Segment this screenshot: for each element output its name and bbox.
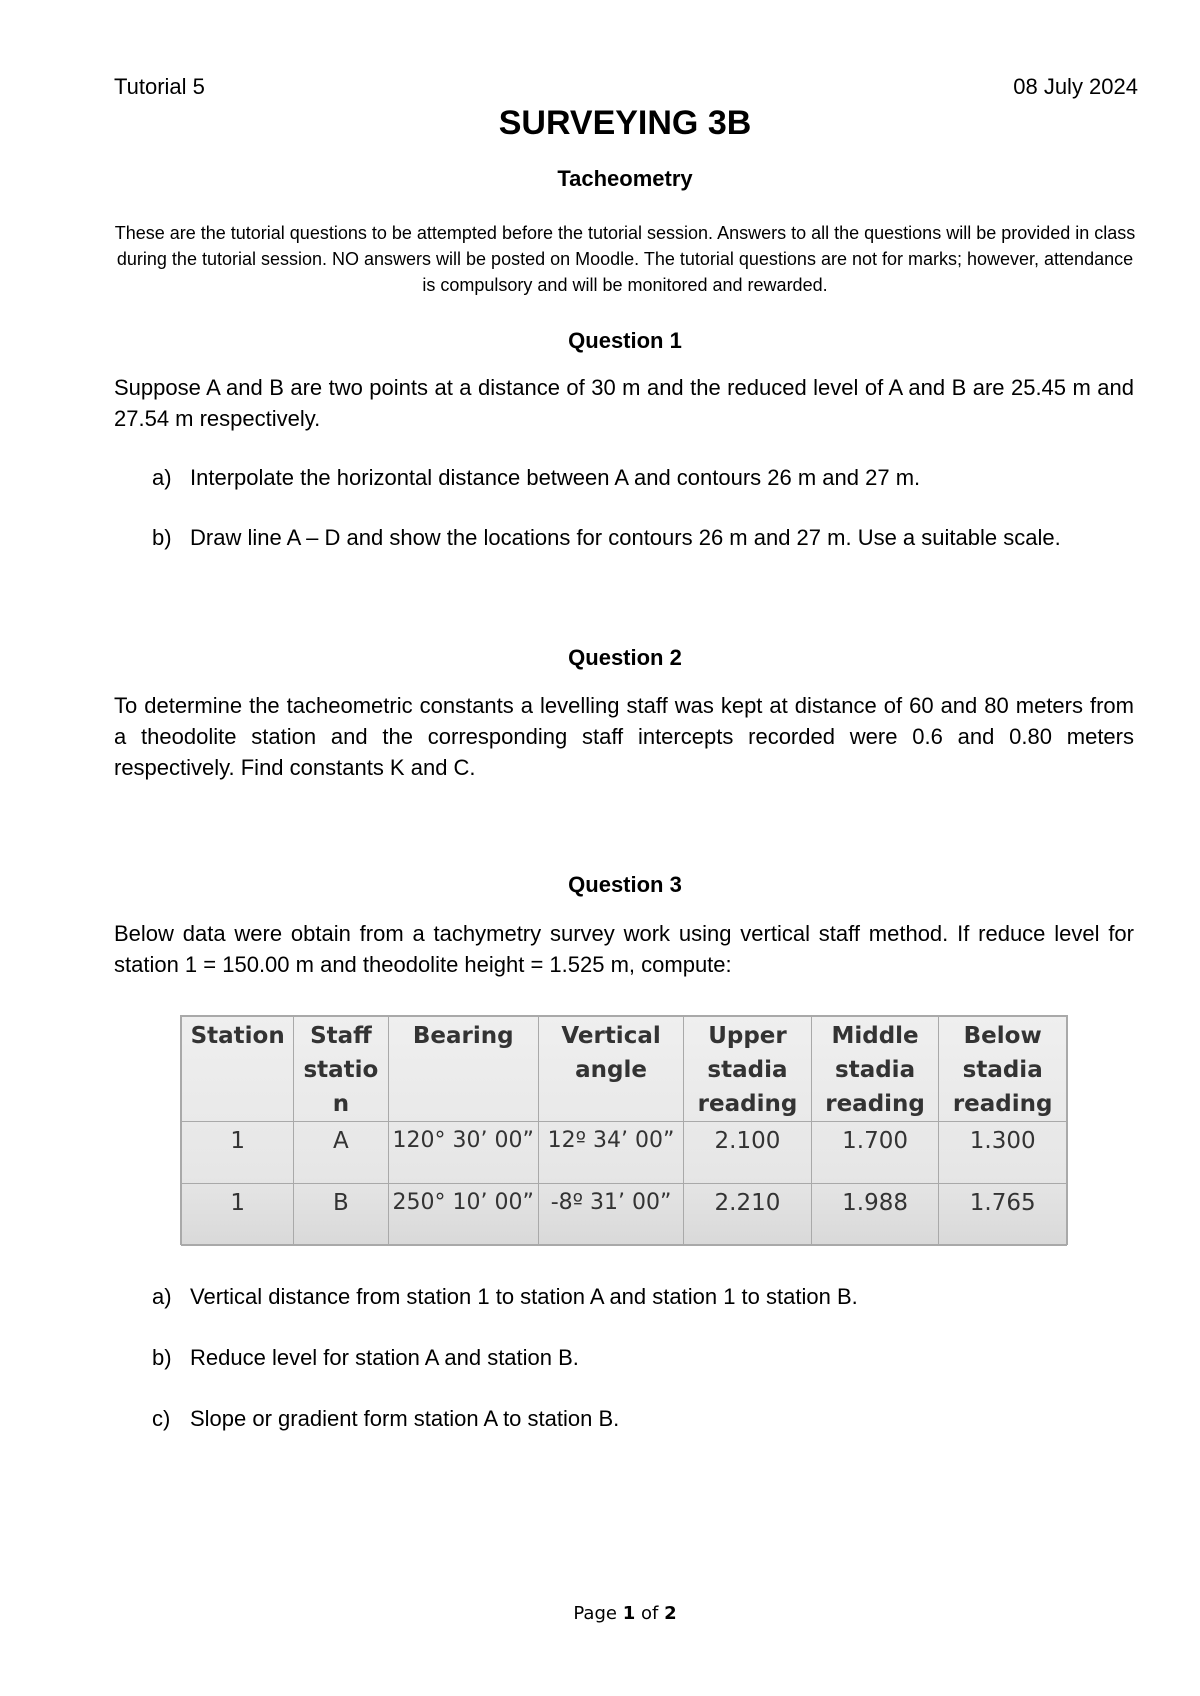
item-label: b) bbox=[152, 525, 172, 550]
header-date: 08 July 2024 bbox=[1013, 74, 1138, 99]
table-cell: -8º 31’ 00” bbox=[538, 1184, 683, 1246]
column-header: Vertical angle bbox=[538, 1017, 683, 1122]
item-text: Slope or gradient form station A to station B. bbox=[190, 1406, 620, 1431]
item-label: b) bbox=[152, 1345, 172, 1370]
page-total: 2 bbox=[664, 1603, 677, 1624]
page-title: SURVEYING 3B bbox=[498, 104, 752, 142]
survey-table bbox=[181, 1016, 1067, 1246]
table-row bbox=[182, 1122, 1067, 1184]
table-cell: A bbox=[294, 1122, 388, 1184]
page-number: 1 bbox=[622, 1603, 636, 1624]
survey-data-table bbox=[180, 1015, 1068, 1245]
question-1-heading: Question 1 bbox=[568, 328, 682, 353]
intro-text: These are the tutorial questions to be attempted before the tutorial session. Answers to all the questions will be provided in class during the tutorial session. NO answers will be posted on Moodle. The tutorial questions are not for marks; however, attendance is compulsory and will be monitored and rewarded. bbox=[114, 223, 1136, 295]
table-cell: 1.300 bbox=[939, 1122, 1067, 1184]
table-cell: 120° 30’ 00” bbox=[388, 1122, 538, 1184]
table-cell: 2.100 bbox=[684, 1122, 812, 1184]
question-3-heading: Question 3 bbox=[568, 872, 682, 897]
page-word: Page bbox=[573, 1603, 617, 1624]
table-cell: 12º 34’ 00” bbox=[538, 1122, 683, 1184]
table-row bbox=[182, 1184, 1067, 1246]
column-header: Middle stadia reading bbox=[811, 1017, 939, 1122]
table-cell: 1 bbox=[182, 1184, 294, 1246]
item-text: Reduce level for station A and station B. bbox=[190, 1345, 579, 1370]
table-cell: 1.765 bbox=[939, 1184, 1067, 1246]
column-header: Staff statio n bbox=[294, 1017, 388, 1122]
item-label: a) bbox=[152, 465, 172, 490]
question-1-text: Suppose A and B are two points at a distance of 30 m and the reduced level of A and B are 25.45 m and 27.54 m respectively. bbox=[114, 375, 1134, 431]
header-left: Tutorial 5 bbox=[114, 74, 205, 99]
column-header: Below stadia reading bbox=[939, 1017, 1067, 1122]
page-subtitle: Tacheometry bbox=[557, 166, 693, 191]
question-3-text: Below data were obtain from a tachymetry survey work using vertical staff method. If reduce level for station 1 = 150.00 m and theodolite height = 1.525 m, compute: bbox=[114, 921, 1134, 977]
of-word: of bbox=[640, 1603, 659, 1624]
column-header: Upper stadia reading bbox=[684, 1017, 812, 1122]
table-cell: 1.988 bbox=[811, 1184, 939, 1246]
table-cell: 2.210 bbox=[684, 1184, 812, 1246]
table-cell: B bbox=[294, 1184, 388, 1246]
item-text: Vertical distance from station 1 to station A and station 1 to station B. bbox=[190, 1284, 858, 1309]
table-header-row bbox=[182, 1017, 1067, 1122]
item-text: Interpolate the horizontal distance between A and contours 26 m and 27 m. bbox=[190, 465, 921, 490]
item-text: Draw line A – D and show the locations for contours 26 m and 27 m. Use a suitable scale. bbox=[190, 525, 1061, 550]
item-label: c) bbox=[152, 1406, 171, 1431]
column-header: Station bbox=[182, 1017, 294, 1122]
item-label: a) bbox=[152, 1284, 172, 1309]
table-cell: 250° 10’ 00” bbox=[388, 1184, 538, 1246]
table-cell: 1 bbox=[182, 1122, 294, 1184]
question-2-heading: Question 2 bbox=[568, 645, 682, 670]
question-2-text: To determine the tacheometric constants a levelling staff was kept at distance of 60 and 80 meters from a theodolite station and the corresponding staff intercepts recorded were 0.6 and 0.80 meters respectively. Find constants K and C. bbox=[114, 693, 1134, 780]
page-footer bbox=[0, 1603, 1200, 1624]
table-cell: 1.700 bbox=[811, 1122, 939, 1184]
column-header: Bearing bbox=[388, 1017, 538, 1122]
